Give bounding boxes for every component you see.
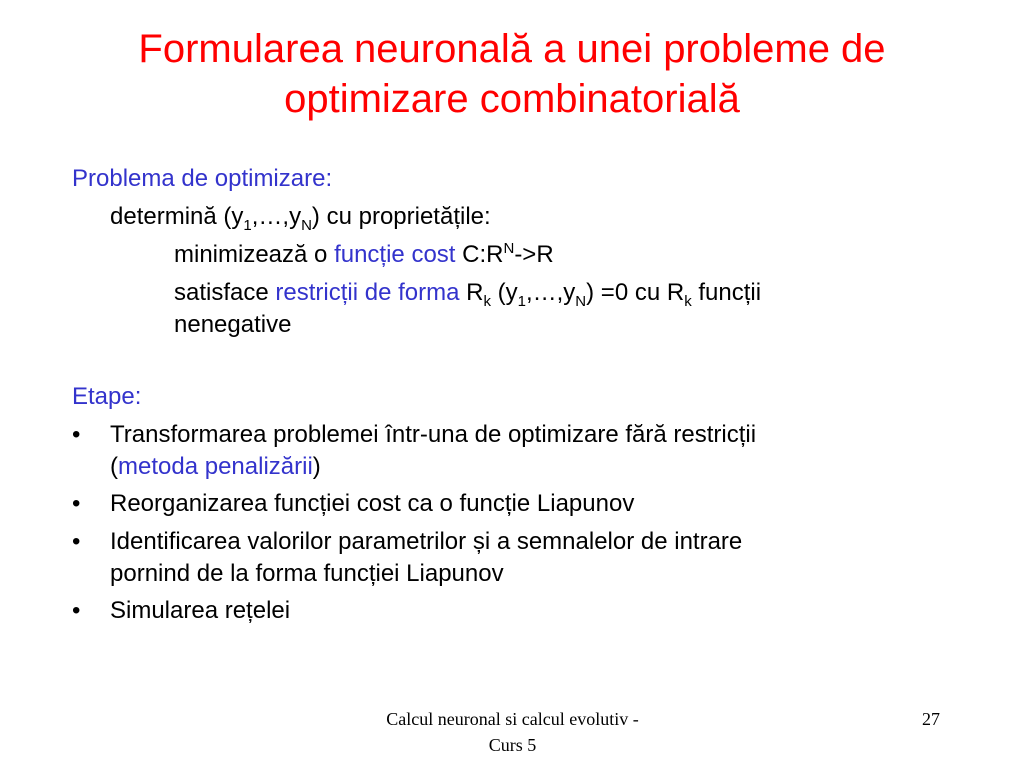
slide-title-line-2: optimizare combinatorială [284,77,740,121]
superscript-n: N [503,240,515,257]
footer-course-line-2: Curs 5 [488,735,537,755]
step-1-line-1: Transformarea problemei într-una de optimizare fără restricții [110,421,757,448]
cost-function-term: funcție cost [334,241,456,268]
paren-open: ( [110,453,118,480]
page-number: 27 [922,709,940,729]
footer-course-line-1: Calcul neuronal si calcul evolutiv - [386,709,639,729]
ellipsis-y: ,…,y [525,279,576,306]
determine-line [110,202,491,232]
steps-heading: Etape: [72,383,142,410]
bullet-marker: • [72,421,81,448]
subscript-1: 1 [517,292,526,310]
subscript-k: k [684,292,692,310]
minimize-suffix: ->R [514,241,554,268]
minimize-line [174,240,554,270]
subscript-n: N [301,216,312,234]
step-1-line-2 [110,452,321,482]
subscript-n: N [575,292,587,310]
minimize-mid: C:R [455,241,504,268]
ellipsis-y: ,…,y [251,203,302,230]
minimize-prefix: minimizează o [174,241,335,268]
satisfy-args-open: (y [490,279,518,306]
step-3-line-1: Identificarea valorilor parametrilor și a semnalelor de intrare [110,528,743,555]
slide-title-line-1: Formularea neuronală a unei probleme de [138,27,886,71]
slide-title [60,24,964,124]
step-2: Reorganizarea funcției cost ca o funcție Liapunov [110,490,635,517]
subscript-1: 1 [243,216,252,234]
constraint-form-term: restricții de forma [275,279,460,306]
satisfy-r: R [459,279,484,306]
satisfy-line [174,278,761,308]
problem-heading: Problema de optimizare: [72,165,333,192]
satisfy-args-close: ) =0 cu R [586,279,685,306]
bullet-marker: • [72,597,81,624]
footer-course [340,706,685,758]
bullet-marker: • [72,490,81,517]
determine-suffix: ) cu proprietățile: [311,203,491,230]
subscript-k: k [483,292,491,310]
penalty-method-term: metoda penalizării [118,453,313,480]
determine-prefix: determină (y [110,203,244,230]
satisfy-prefix: satisface [174,279,276,306]
satisfy-line-2: nenegative [174,311,292,338]
paren-close: ) [312,453,321,480]
step-3-line-2: pornind de la forma funcției Liapunov [110,560,504,587]
bullet-marker: • [72,528,81,555]
satisfy-suffix: funcții [691,279,762,306]
step-4: Simularea rețelei [110,597,291,624]
